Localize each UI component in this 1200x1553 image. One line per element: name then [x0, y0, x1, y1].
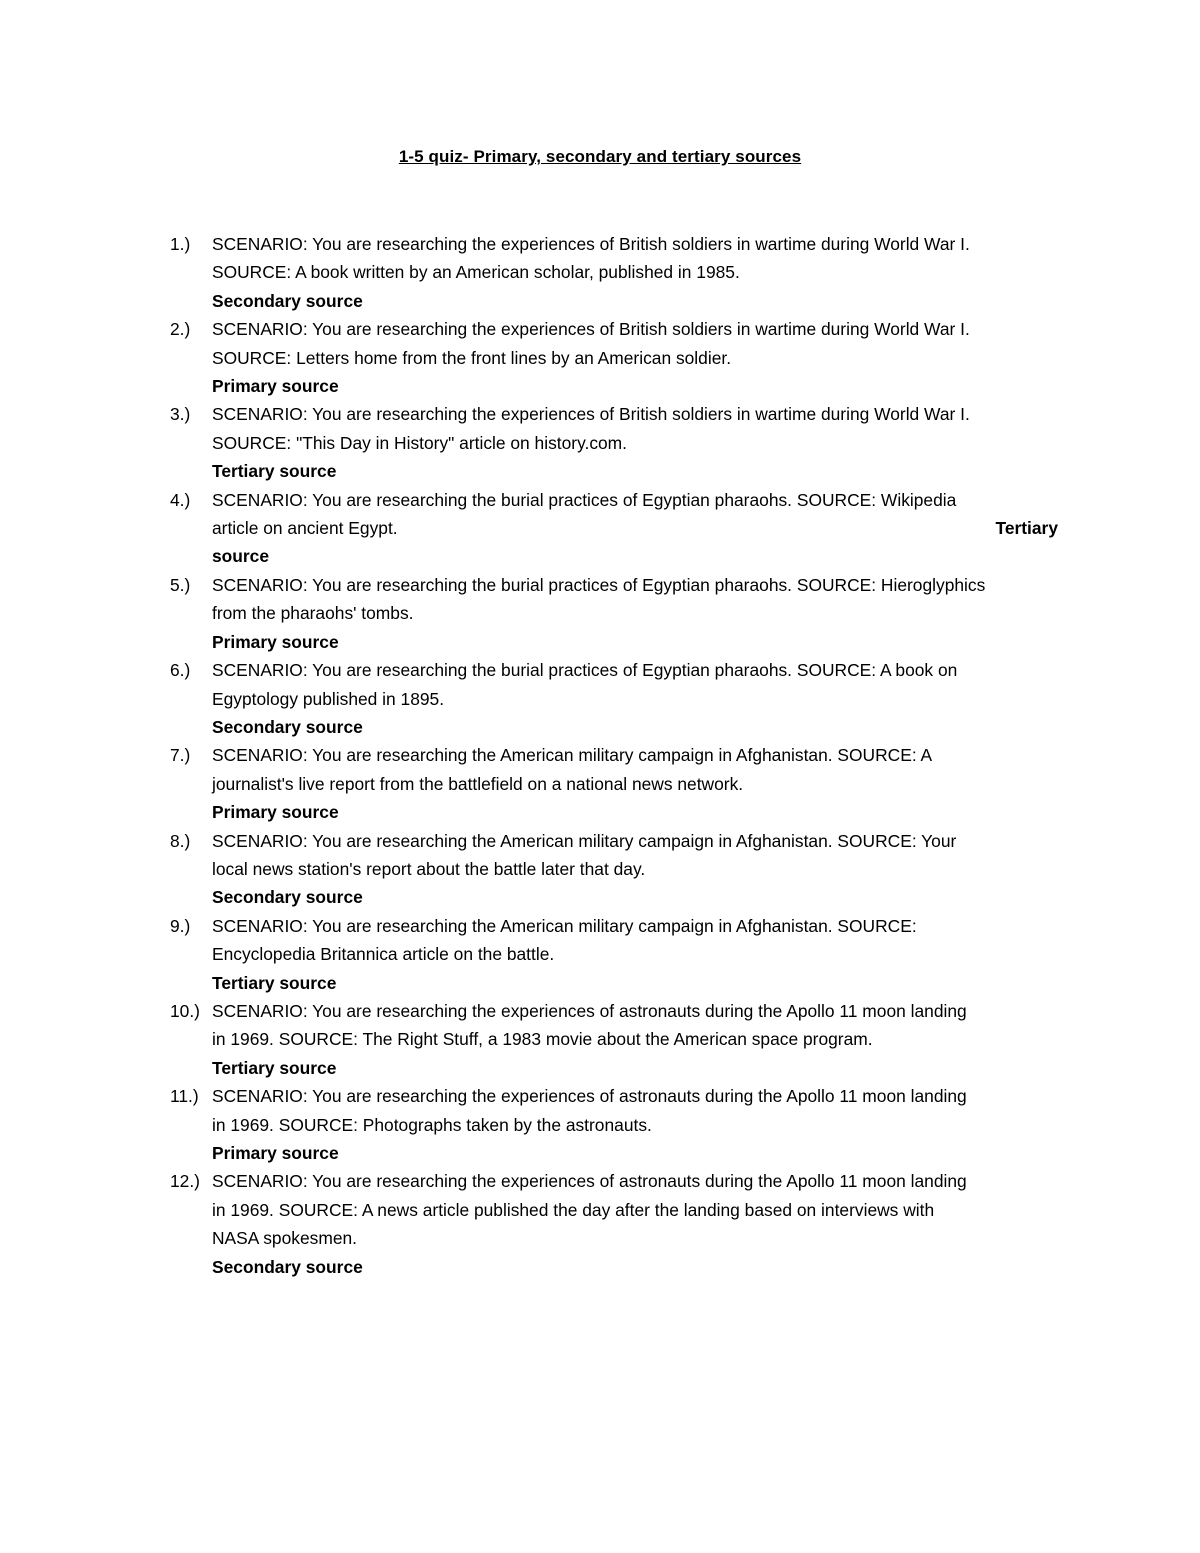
question-scenario: SCENARIO: You are researching the experiences of astronauts during the Apollo 11 moon landing [212, 1171, 967, 1192]
question-12 [170, 1167, 1070, 1281]
question-11 [170, 1082, 1070, 1167]
question-scenario: SCENARIO: You are researching the American military campaign in Afghanistan. SOURCE: A [212, 745, 933, 766]
question-number: 7.) [170, 745, 191, 766]
question-source: SOURCE: "This Day in History" article on history.com. [212, 432, 628, 453]
question-source: article on ancient Egypt. [212, 518, 398, 539]
page-title: 1-5 quiz- Primary, secondary and tertiary sources [398, 147, 802, 166]
question-number: 8.) [170, 830, 191, 851]
question-answer-part: Tertiary [995, 518, 1058, 539]
question-scenario: SCENARIO: You are researching the experiences of astronauts during the Apollo 11 moon landing [212, 1086, 967, 1107]
question-scenario: SCENARIO: You are researching the American military campaign in Afghanistan. SOURCE: Your [212, 830, 957, 851]
question-source: SOURCE: A book written by an American scholar, published in 1985. [212, 262, 740, 283]
question-8 [170, 827, 1070, 912]
question-source: in 1969. SOURCE: Photographs taken by the astronauts. [212, 1114, 652, 1135]
question-7 [170, 741, 1070, 826]
question-number: 1.) [170, 234, 191, 254]
question-answer: Primary source [212, 376, 339, 397]
question-source: Encyclopedia Britannica article on the battle. [212, 944, 555, 965]
question-number: 6.) [170, 660, 191, 681]
question-answer: Tertiary source [212, 1057, 337, 1078]
question-2 [170, 315, 1070, 400]
question-source-continued: NASA spokesmen. [212, 1228, 357, 1249]
question-source: in 1969. SOURCE: A news article published the day after the landing based on interviews with [212, 1199, 935, 1220]
question-scenario: SCENARIO: You are researching the experiences of British soldiers in wartime during World War I. [212, 234, 970, 254]
question-scenario: SCENARIO: You are researching the burial practices of Egyptian pharaohs. SOURCE: Hieroglyphics [212, 574, 986, 595]
question-3 [170, 400, 1070, 485]
question-source-row [212, 514, 1058, 542]
question-source: Egyptology published in 1895. [212, 688, 445, 709]
question-answer: Secondary source [212, 1256, 363, 1277]
question-scenario: SCENARIO: You are researching the experiences of British soldiers in wartime during World War I. [212, 404, 970, 425]
question-answer: Secondary source [212, 290, 363, 311]
question-scenario: SCENARIO: You are researching the American military campaign in Afghanistan. SOURCE: [212, 915, 917, 936]
question-number: 2.) [170, 319, 191, 340]
question-scenario: SCENARIO: You are researching the burial practices of Egyptian pharaohs. SOURCE: A book on [212, 660, 958, 681]
question-number: 11.) [170, 1086, 199, 1107]
question-number: 5.) [170, 574, 191, 595]
question-source: in 1969. SOURCE: The Right Stuff, a 1983 movie about the American space program. [212, 1029, 873, 1050]
question-1 [170, 230, 1070, 315]
question-answer: Tertiary source [212, 461, 337, 482]
question-number: 4.) [170, 489, 191, 510]
question-5 [170, 571, 1070, 656]
question-number: 12.) [170, 1171, 200, 1192]
question-answer: Tertiary source [212, 972, 337, 993]
question-scenario: SCENARIO: You are researching the experiences of astronauts during the Apollo 11 moon landing [212, 1000, 967, 1021]
question-scenario: SCENARIO: You are researching the experiences of British soldiers in wartime during World War I. [212, 319, 970, 340]
question-answer: Secondary source [212, 716, 363, 737]
question-6 [170, 656, 1070, 741]
question-number: 10.) [170, 1000, 200, 1021]
question-answer: Primary source [212, 1143, 339, 1163]
question-10 [170, 997, 1070, 1082]
question-answer: Secondary source [212, 887, 363, 908]
quiz-question-list [170, 230, 1070, 1281]
question-9 [170, 912, 1070, 997]
question-4 [170, 486, 1070, 571]
question-source: local news station's report about the battle later that day. [212, 858, 646, 879]
question-source: from the pharaohs' tombs. [212, 603, 414, 624]
question-answer-part: source [212, 546, 270, 567]
question-answer: Primary source [212, 631, 339, 652]
question-answer: Primary source [212, 802, 339, 823]
question-number: 9.) [170, 915, 191, 936]
question-scenario: SCENARIO: You are researching the burial practices of Egyptian pharaohs. SOURCE: Wikipedia [212, 489, 957, 510]
question-source: SOURCE: Letters home from the front lines by an American soldier. [212, 347, 732, 368]
question-source: journalist's live report from the battlefield on a national news network. [212, 773, 744, 794]
question-number: 3.) [170, 404, 191, 425]
